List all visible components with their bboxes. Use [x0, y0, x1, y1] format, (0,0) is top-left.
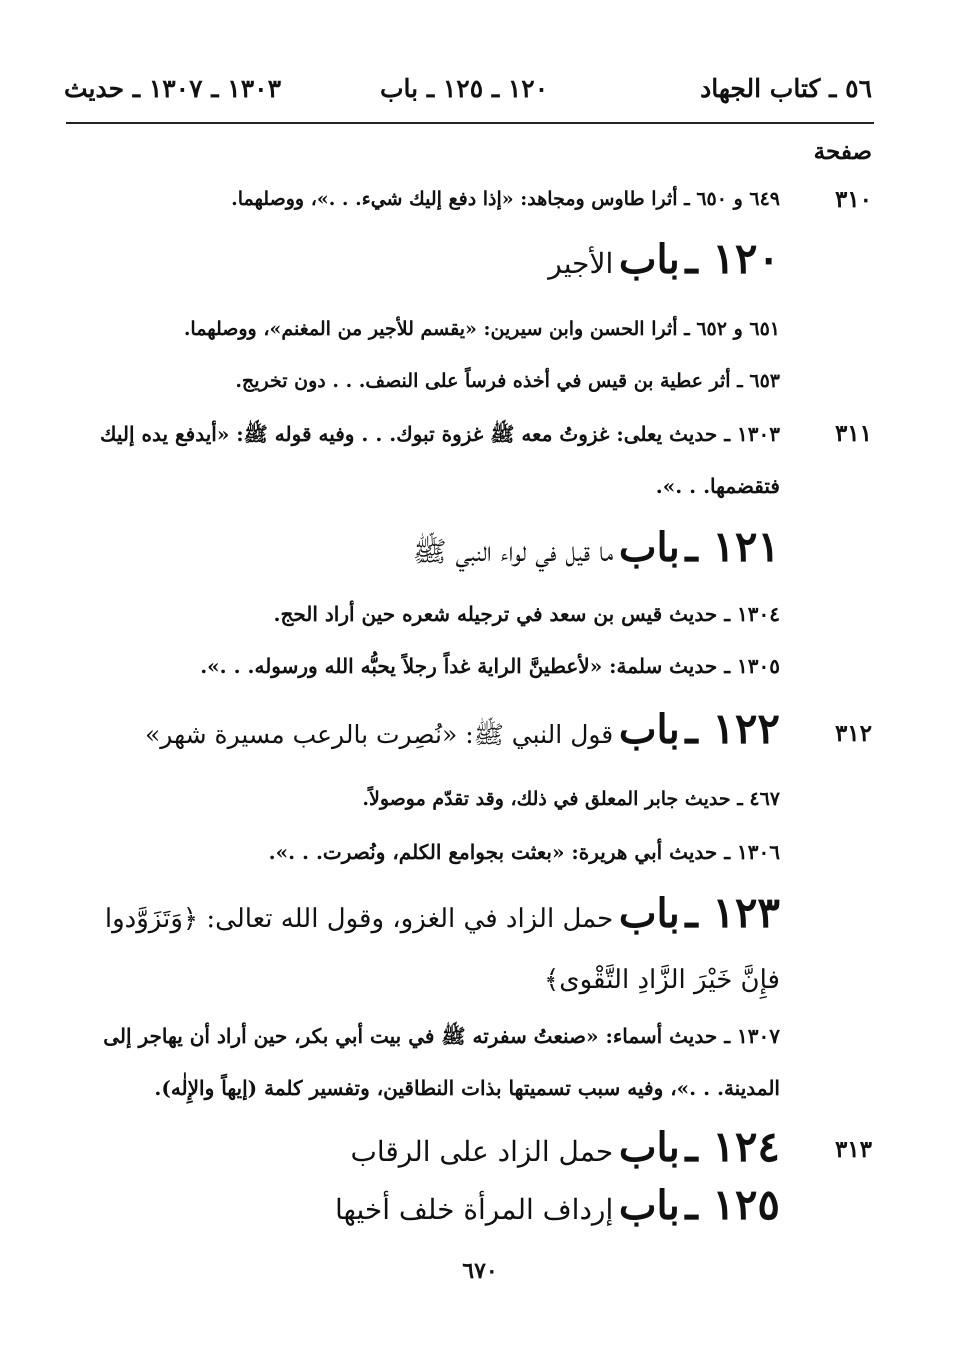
- entry-1307: ١٣٠٧ ـ حديث أسماء: «صنعتُ سفرته ﷺ في بيت أبي بكر، حين أراد أن يهاجر إلى المدينة. . .»، وفيه سبب تسميتها بذات النطاقين، وتفسير كلمة (إيهاً والإِلٰه).: [103, 1024, 780, 1100]
- entry-651-652: ٦٥١ و ٦٥٢ ـ أثرا الحسن وابن سيرين: «يقسم للأجير من المغنم»، ووصلهما.: [183, 318, 780, 340]
- running-header: [62, 70, 874, 110]
- chapter-title: ما قيل في لواء النبي ﷺ: [412, 535, 614, 568]
- chapter-120-heading: [548, 234, 780, 283]
- chapter-number: ١٢٣ ـ: [685, 888, 780, 937]
- chapter-number: ١٢٠ ـ: [685, 234, 780, 283]
- header-hadith-range: ١٣٠٣ ـ ١٣٠٧ ـ حديث: [64, 74, 281, 103]
- chapter-bab: باب: [618, 524, 680, 571]
- page-ref-310: ٣١٠: [834, 186, 872, 213]
- chapter-number: ١٢٥ ـ: [685, 1180, 780, 1229]
- entry-1305: ١٣٠٥ ـ حديث سلمة: «لأعطينَّ الراية غداً رجلاً يحبُّه الله ورسوله. . .».: [200, 654, 780, 678]
- header-chapter-range: ١٢٠ ـ ١٢٥ ـ باب: [380, 74, 549, 103]
- page-column-label: صفحة: [813, 138, 872, 165]
- chapter-title: حمل الزاد في الغزو، وقول الله تعالى: ﴿وَتَزَوَّدوا فإِنَّ خَيْرَ الزَّادِ التَّقْوى﴾: [104, 904, 780, 995]
- page-ref-312: ٣١٢: [834, 720, 872, 747]
- entry-1304: ١٣٠٤ ـ حديث قيس بن سعد في ترجيله شعره حين أراد الحج.: [273, 602, 780, 626]
- chapter-bab: باب: [618, 1124, 680, 1171]
- entry-1306: ١٣٠٦ ـ حديث أبي هريرة: «بعثت بجوامع الكلم، ونُصرت. . .».: [268, 840, 780, 864]
- chapter-125-heading: [335, 1180, 780, 1229]
- entry-653: ٦٥٣ ـ أثر عطية بن قيس في أخذه فرساً على النصف. . . دون تخريج.: [235, 370, 780, 392]
- chapter-title: الأجير: [548, 247, 614, 280]
- chapter-title: حمل الزاد على الرقاب: [350, 1135, 614, 1168]
- page-number: ٦٧٠: [462, 1258, 498, 1284]
- entry-467: ٤٦٧ ـ حديث جابر المعلق في ذلك، وقد تقدّم موصولاً.: [362, 788, 780, 810]
- chapter-bab: باب: [618, 1182, 680, 1229]
- chapter-number: ١٢١ ـ: [685, 522, 780, 571]
- header-rule: [66, 122, 874, 124]
- chapter-123-heading: [68, 884, 780, 1012]
- chapter-bab: باب: [618, 706, 680, 753]
- chapter-121-heading: [413, 522, 780, 575]
- header-book-title: ٥٦ ـ كتاب الجهاد: [700, 74, 872, 103]
- entry-1303: ١٣٠٣ ـ حديث يعلى: غزوتُ معه ﷺ غزوة تبوك. . . وفيه قوله ﷺ: «أيدفع يده إليك فتقضمها. . .».: [100, 422, 780, 498]
- chapter-124-heading: [350, 1122, 780, 1171]
- page-ref-311: ٣١١: [834, 420, 872, 447]
- chapter-bab: باب: [618, 236, 680, 283]
- chapter-number: ١٢٤ ـ: [685, 1122, 780, 1171]
- page-ref-313: ٣١٣: [834, 1136, 872, 1163]
- entry-649-650: ٦٤٩ و ٦٥٠ ـ أثرا طاوس ومجاهد: «إذا دفع إليك شيء. . .»، ووصلهما.: [231, 188, 780, 210]
- chapter-122-heading: [145, 704, 780, 756]
- chapter-number: ١٢٢ ـ: [685, 704, 780, 753]
- chapter-bab: باب: [618, 890, 680, 937]
- chapter-title: إرداف المرأة خلف أخيها: [335, 1193, 614, 1226]
- chapter-title: قول النبي ﷺ: «نُصِرت بالرعب مسيرة شهر»: [145, 720, 614, 749]
